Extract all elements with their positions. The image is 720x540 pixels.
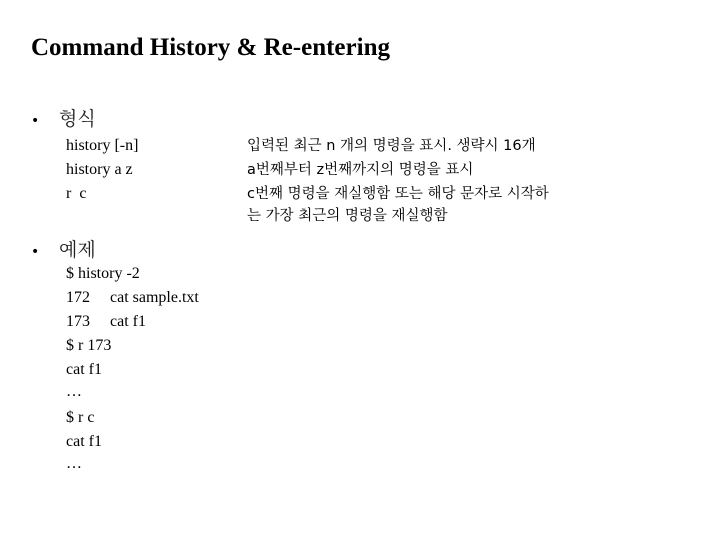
syntax-description: 입력된 최근 n 개의 명령을 표시. 생략시 16개 (247, 138, 536, 154)
bullet-icon: • (31, 113, 40, 129)
example-line: 172 cat sample.txt (66, 289, 199, 306)
syntax-line: history [-n] (66, 137, 139, 154)
section-example-heading (31, 235, 96, 262)
example-line: … (66, 455, 82, 472)
example-line: 173 cat f1 (66, 313, 146, 330)
example-line: $ r c (66, 409, 95, 426)
bullet-icon: • (31, 244, 40, 260)
syntax-description-continued: 는 가장 최근의 명령을 재실행함 (247, 208, 448, 224)
example-line: cat f1 (66, 361, 102, 378)
syntax-description: c번째 명령을 재실행함 또는 해당 문자로 시작하 (247, 186, 549, 202)
syntax-line: r c (66, 185, 87, 202)
slide-title: Command History & Re-entering (31, 34, 390, 61)
example-line: $ history -2 (66, 265, 140, 282)
section-heading-example: 예제 (59, 239, 96, 261)
example-line: $ r 173 (66, 337, 112, 354)
syntax-description: a번째부터 z번째까지의 명령을 표시 (247, 162, 474, 178)
example-line: … (66, 383, 82, 400)
syntax-line: history a z (66, 161, 133, 178)
example-line: cat f1 (66, 433, 102, 450)
section-format-heading (31, 104, 96, 131)
section-heading-format: 형식 (59, 108, 96, 130)
